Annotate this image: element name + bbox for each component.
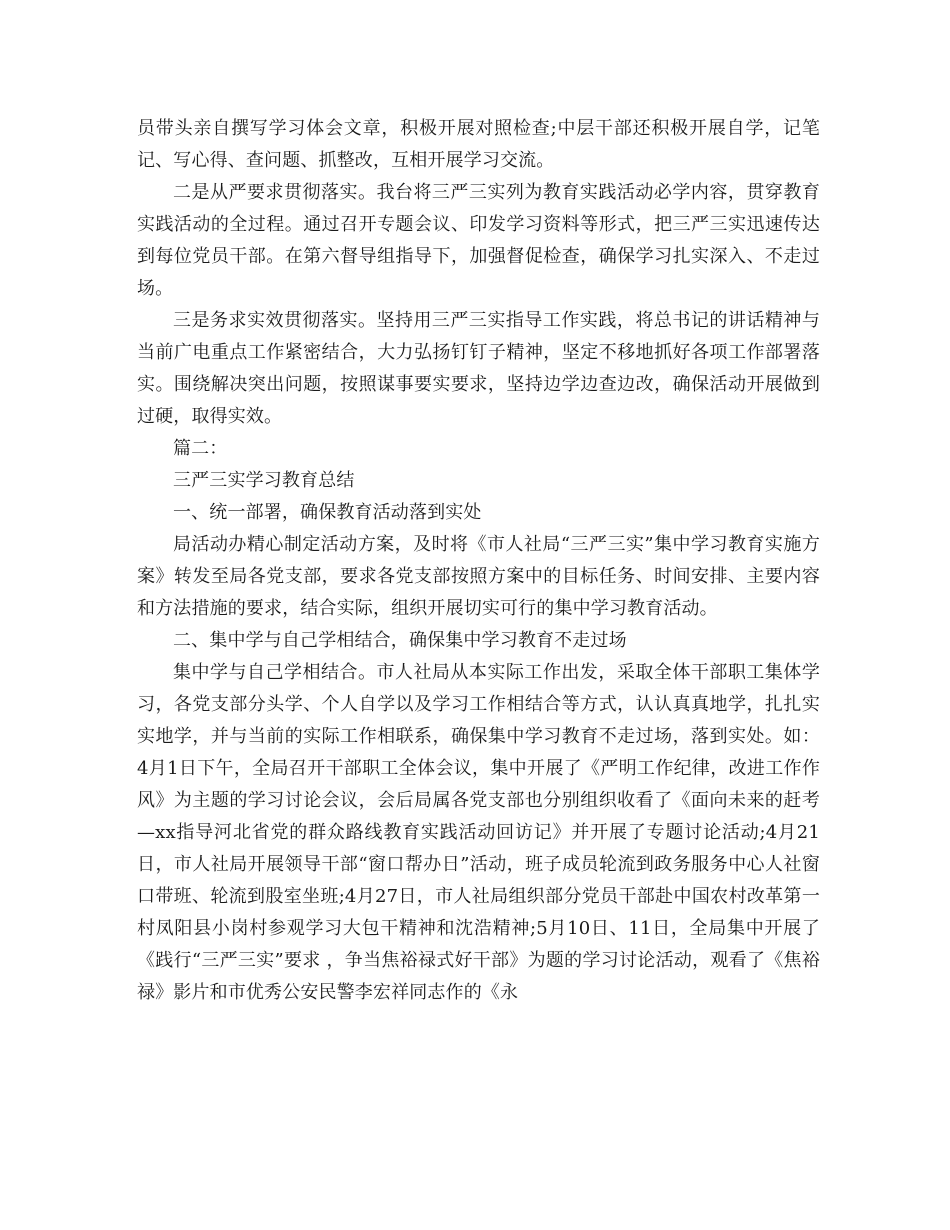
section-label: 篇二： <box>173 438 228 459</box>
heading-one: 一、统一部署，确保教育活动落到实处 <box>173 502 482 523</box>
paragraph-continuation: 员带头亲自撰写学习体会文章，积极开展对照检查;中层干部还积极开展自学，记笔记、写心得、查问题、抓整改，互相开展学习交流。 <box>137 118 820 171</box>
section-title: 三严三实学习教育总结 <box>173 470 355 491</box>
paragraph-study: 集中学与自己学相结合。市人社局从本实际工作出发，采取全体干部职工集体学习，各党支部分头学、个人自学以及学习工作相结合等方式，认认真真地学，扎扎实实地学，并与当前的实际工作相联系，确保集中学习教育不走过场，落到实处。如：4月1日下午，全局召开干部职工全体会议，集中开展了《严明工作纪律，改进工作作风》为主题的学习讨论会议，会后局属各党支部也分别组织收看了《面向未来的赶考—xx指导河北省党的群众路线教育实践活动回访记》并开展了专题讨论活动;4月21日，市人社局开展领导干部“窗口帮办日”活动，班子成员轮流到政务服务中心人社窗口带班、轮流到股室坐班;4月27日，市人社局组织部分党员干部赴中国农村改革第一村凤阳县小岗村参观学习大包干精神和沈浩精神;5月10日、11日，全局集中开展了《践行“三严三实”要求 ，争当焦裕禄式好干部》为题的学习讨论活动，观看了《焦裕禄》影片和市优秀公安民警李宏祥同志作的《永 <box>137 662 820 1003</box>
heading-two: 二、集中学与自己学相结合，确保集中学习教育不走过场 <box>173 630 627 651</box>
paragraph-point-two: 二是从严要求贯彻落实。我台将三严三实列为教育实践活动必学内容，贯穿教育实践活动的全过程。通过召开专题会议、印发学习资料等形式，把三严三实迅速传达到每位党员干部。在第六督导组指导下，加强督促检查，确保学习扎实深入、不走过场。 <box>137 182 820 299</box>
paragraph-plan: 局活动办精心制定活动方案，及时将《市人社局“三严三实”集中学习教育实施方案》转发至局各党支部，要求各党支部按照方案中的目标任务、时间安排、主要内容和方法措施的要求，结合实际，组织开展切实可行的集中学习教育活动。 <box>137 534 820 619</box>
paragraph-point-three: 三是务求实效贯彻落实。坚持用三严三实指导工作实践，将总书记的讲话精神与当前广电重点工作紧密结合，大力弘扬钉钉子精神，坚定不移地抓好各项工作部署落实。围绕解决突出问题，按照谋事要实要求，坚持边学边查边改，确保活动开展做到过硬，取得实效。 <box>137 310 820 427</box>
document-body <box>137 113 820 1009</box>
